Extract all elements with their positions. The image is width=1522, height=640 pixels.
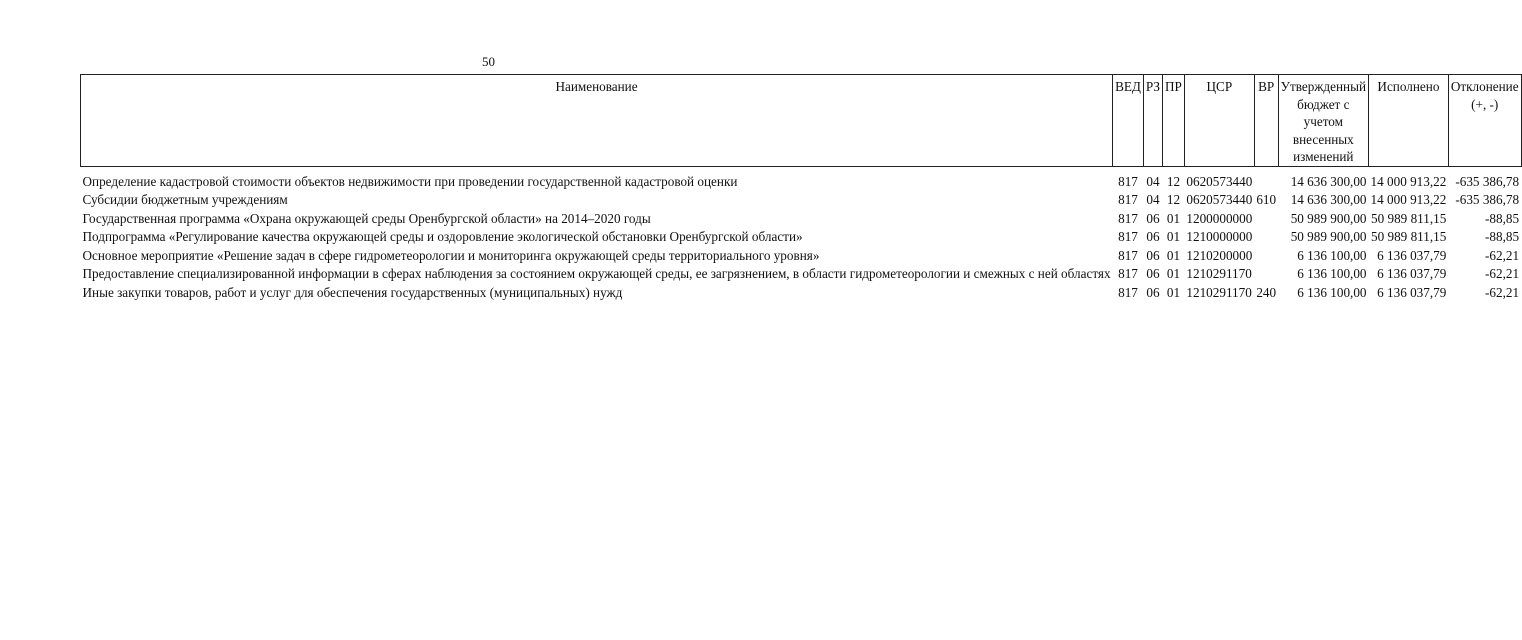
row-vr xyxy=(1254,228,1278,247)
row-rz: 06 xyxy=(1146,266,1160,281)
row-name: Определение кадастровой стоимости объектов недвижимости при проведении государственной кадастровой оценки xyxy=(82,173,738,189)
row-pr: 01 xyxy=(1166,266,1181,281)
table-row xyxy=(81,173,1522,192)
row-budget: 6 136 100,00 xyxy=(1297,247,1367,263)
row-csr: 1210291170 xyxy=(1186,266,1252,281)
header-ved: ВЕД xyxy=(1113,75,1144,167)
row-csr: 1210200000 xyxy=(1186,247,1253,263)
row-budget: 50 989 900,00 xyxy=(1290,210,1367,226)
row-ved: 817 xyxy=(1118,192,1138,207)
row-budget: 14 636 300,00 xyxy=(1290,173,1367,189)
budget-table xyxy=(80,74,1522,302)
table-row xyxy=(81,228,1522,247)
page-number: 50 xyxy=(482,54,495,69)
table-row xyxy=(81,210,1522,229)
table-row xyxy=(81,284,1522,303)
row-executed: 50 989 811,15 xyxy=(1371,210,1447,226)
row-deviation: -635 386,78 xyxy=(1455,173,1520,189)
row-ved: 817 xyxy=(1118,229,1138,244)
row-rz: 06 xyxy=(1146,229,1160,244)
row-deviation: -88,85 xyxy=(1485,210,1520,226)
row-name: Подпрограмма «Регулирование качества окружающей среды и оздоровление экологической обстановки Оренбургской области» xyxy=(82,229,803,244)
row-budget: 50 989 900,00 xyxy=(1290,229,1367,244)
row-csr: 0620573440 xyxy=(1186,173,1253,189)
row-vr xyxy=(1254,247,1278,266)
row-budget: 14 636 300,00 xyxy=(1290,192,1367,207)
row-budget: 6 136 100,00 xyxy=(1297,284,1367,300)
row-csr: 1200000000 xyxy=(1186,210,1253,226)
row-name: Государственная программа «Охрана окружающей среды Оренбургской области» на 2014–2020 годы xyxy=(82,210,651,226)
row-executed: 14 000 913,22 xyxy=(1370,192,1447,207)
row-rz: 06 xyxy=(1146,247,1160,263)
row-ved: 817 xyxy=(1118,173,1138,189)
row-ved: 817 xyxy=(1118,284,1138,300)
row-name: Основное мероприятие «Решение задач в сфере гидрометеорологии и мониторинга окружающей среды территориального уровня» xyxy=(82,247,820,263)
row-deviation: -62,21 xyxy=(1485,266,1520,281)
row-vr xyxy=(1254,210,1278,229)
row-csr: 1210291170 xyxy=(1186,284,1252,300)
header-vr: ВР xyxy=(1254,75,1278,167)
row-pr: 12 xyxy=(1166,192,1181,207)
row-executed: 6 136 037,79 xyxy=(1377,247,1447,263)
row-pr: 01 xyxy=(1166,210,1181,226)
row-csr: 0620573440 xyxy=(1186,192,1253,207)
row-executed: 14 000 913,22 xyxy=(1370,173,1447,189)
row-csr: 1210000000 xyxy=(1186,229,1253,244)
row-pr: 01 xyxy=(1166,229,1181,244)
row-pr: 12 xyxy=(1166,173,1181,189)
row-ved: 817 xyxy=(1118,210,1138,226)
table-row xyxy=(81,247,1522,266)
row-name: Иные закупки товаров, работ и услуг для обеспечения государственных (муниципальных) нужд xyxy=(82,284,623,300)
row-ved: 817 xyxy=(1118,266,1138,281)
row-rz: 06 xyxy=(1146,284,1160,300)
row-vr xyxy=(1254,173,1278,192)
row-executed: 6 136 037,79 xyxy=(1377,266,1447,281)
row-pr: 01 xyxy=(1166,247,1181,263)
header-pr: ПР xyxy=(1163,75,1185,167)
row-vr: 240 xyxy=(1256,284,1277,300)
table-row xyxy=(81,191,1522,210)
row-rz: 04 xyxy=(1146,173,1160,189)
header-executed: Исполнено xyxy=(1369,75,1449,167)
row-rz: 06 xyxy=(1146,210,1160,226)
row-budget: 6 136 100,00 xyxy=(1297,266,1367,281)
header-name: Наименование xyxy=(81,75,1113,167)
table-row xyxy=(81,265,1522,284)
row-deviation: -635 386,78 xyxy=(1455,192,1520,207)
header-rz: РЗ xyxy=(1143,75,1162,167)
table-header-row xyxy=(81,75,1522,167)
row-ved: 817 xyxy=(1118,247,1138,263)
row-deviation: -62,21 xyxy=(1485,247,1520,263)
row-executed: 50 989 811,15 xyxy=(1371,229,1447,244)
row-vr xyxy=(1254,265,1278,284)
header-budget: Утвержденный бюджет с учетом внесенных изменений xyxy=(1278,75,1368,167)
row-pr: 01 xyxy=(1166,284,1181,300)
row-executed: 6 136 037,79 xyxy=(1377,284,1447,300)
row-deviation: -88,85 xyxy=(1485,229,1520,244)
row-deviation: -62,21 xyxy=(1485,284,1520,300)
row-name: Субсидии бюджетным учреждениям xyxy=(82,192,288,207)
header-csr: ЦСР xyxy=(1184,75,1254,167)
row-name: Предоставление специализированной информации в сферах наблюдения за состоянием окружающей среды, ее загрязнением, в области гидрометеорологии и смежных с ней областях xyxy=(82,266,1111,281)
row-vr: 610 xyxy=(1256,192,1277,207)
header-deviation: Отклонение (+, -) xyxy=(1448,75,1521,167)
row-rz: 04 xyxy=(1146,192,1160,207)
